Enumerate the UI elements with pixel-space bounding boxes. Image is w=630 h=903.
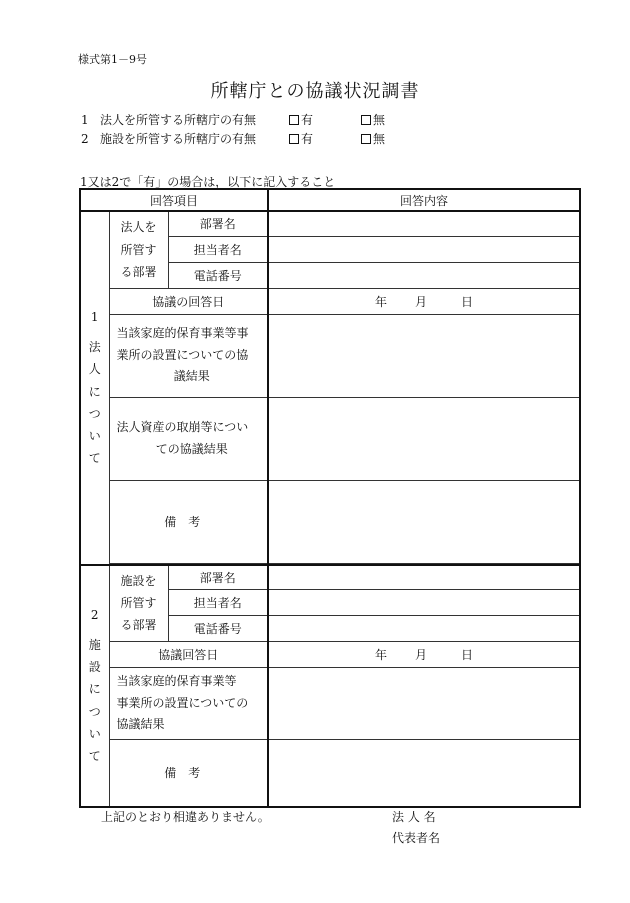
checkbox-icon[interactable] [289,134,299,144]
section1-dept-label: 法人を 所管す る部署 [109,211,168,288]
remarks-field[interactable] [268,740,580,807]
result1-field[interactable] [268,314,580,397]
no-option[interactable]: 無 [361,130,433,147]
phone-field[interactable] [268,616,580,642]
table-row [80,314,580,397]
remarks-field[interactable] [268,480,580,563]
form-number: 様式第1－9号 [78,53,147,66]
result1-field[interactable] [268,668,580,740]
phone-field[interactable] [268,262,580,288]
yes-option[interactable]: 有 [289,111,361,128]
table-row [80,642,580,668]
question-number: 1 [81,113,89,127]
no-option[interactable]: 無 [361,111,433,128]
instruction-text: 1又は2で「有」の場合は，以下に記入すること [80,175,336,189]
declaration-text: 上記のとおり相違ありません。 [101,810,270,824]
reply-date-label: 協議回答日 [109,642,268,668]
question-number: 2 [81,132,89,146]
page-title: 所轄庁との協議状況調書 [210,81,420,102]
remarks-label: 備考 [109,740,268,807]
question-text: 施設を所管する所轄庁の有無 [100,132,257,146]
checkbox-icon[interactable] [289,115,299,125]
result1-label: 当該家庭的保育事業等事 業所の設置についての協 議結果 [109,314,268,397]
section2-label: 2 施 設 に つ い て [80,565,109,807]
phone-label: 電話番号 [168,616,268,642]
result2-field[interactable] [268,397,580,480]
reply-date-field[interactable]: 年 月 日 [268,642,580,668]
person-label: 担当者名 [168,236,268,262]
section2-dept-label: 施設を 所管す る部署 [109,565,168,642]
dept-name-label: 部署名 [168,565,268,590]
phone-label: 電話番号 [168,262,268,288]
corp-name-label: 法 人 名 [392,810,436,824]
checkbox-icon[interactable] [361,134,371,144]
rep-name-label: 代表者名 [392,831,441,845]
table-row [80,740,580,807]
result2-label: 法人資産の取崩等につい ての協議結果 [109,397,268,480]
question-text: 法人を所管する所轄庁の有無 [100,113,257,127]
reply-date-field[interactable]: 年 月 日 [268,288,580,314]
table-header-row [80,189,580,211]
dept-name-field[interactable] [268,211,580,236]
table-row [80,211,580,236]
result1-label: 当該家庭的保育事業等 事業所の設置についての 協議結果 [109,668,268,740]
person-field[interactable] [268,590,580,616]
table-row [80,288,580,314]
table-row [80,480,580,563]
person-field[interactable] [268,236,580,262]
consultation-table [79,188,581,808]
table-row [80,668,580,740]
dept-name-field[interactable] [268,565,580,590]
dept-name-label: 部署名 [168,211,268,236]
remarks-label: 備考 [109,480,268,563]
header-item: 回答項目 [80,189,268,211]
table-row [80,397,580,480]
table-row [80,565,580,590]
header-content: 回答内容 [268,189,580,211]
checkbox-icon[interactable] [361,115,371,125]
yes-option[interactable]: 有 [289,130,361,147]
question-corp-authority [81,111,433,128]
person-label: 担当者名 [168,590,268,616]
section1-label: 1 法 人 に つ い て [80,211,109,565]
reply-date-label: 協議の回答日 [109,288,268,314]
question-facility-authority [81,130,433,147]
